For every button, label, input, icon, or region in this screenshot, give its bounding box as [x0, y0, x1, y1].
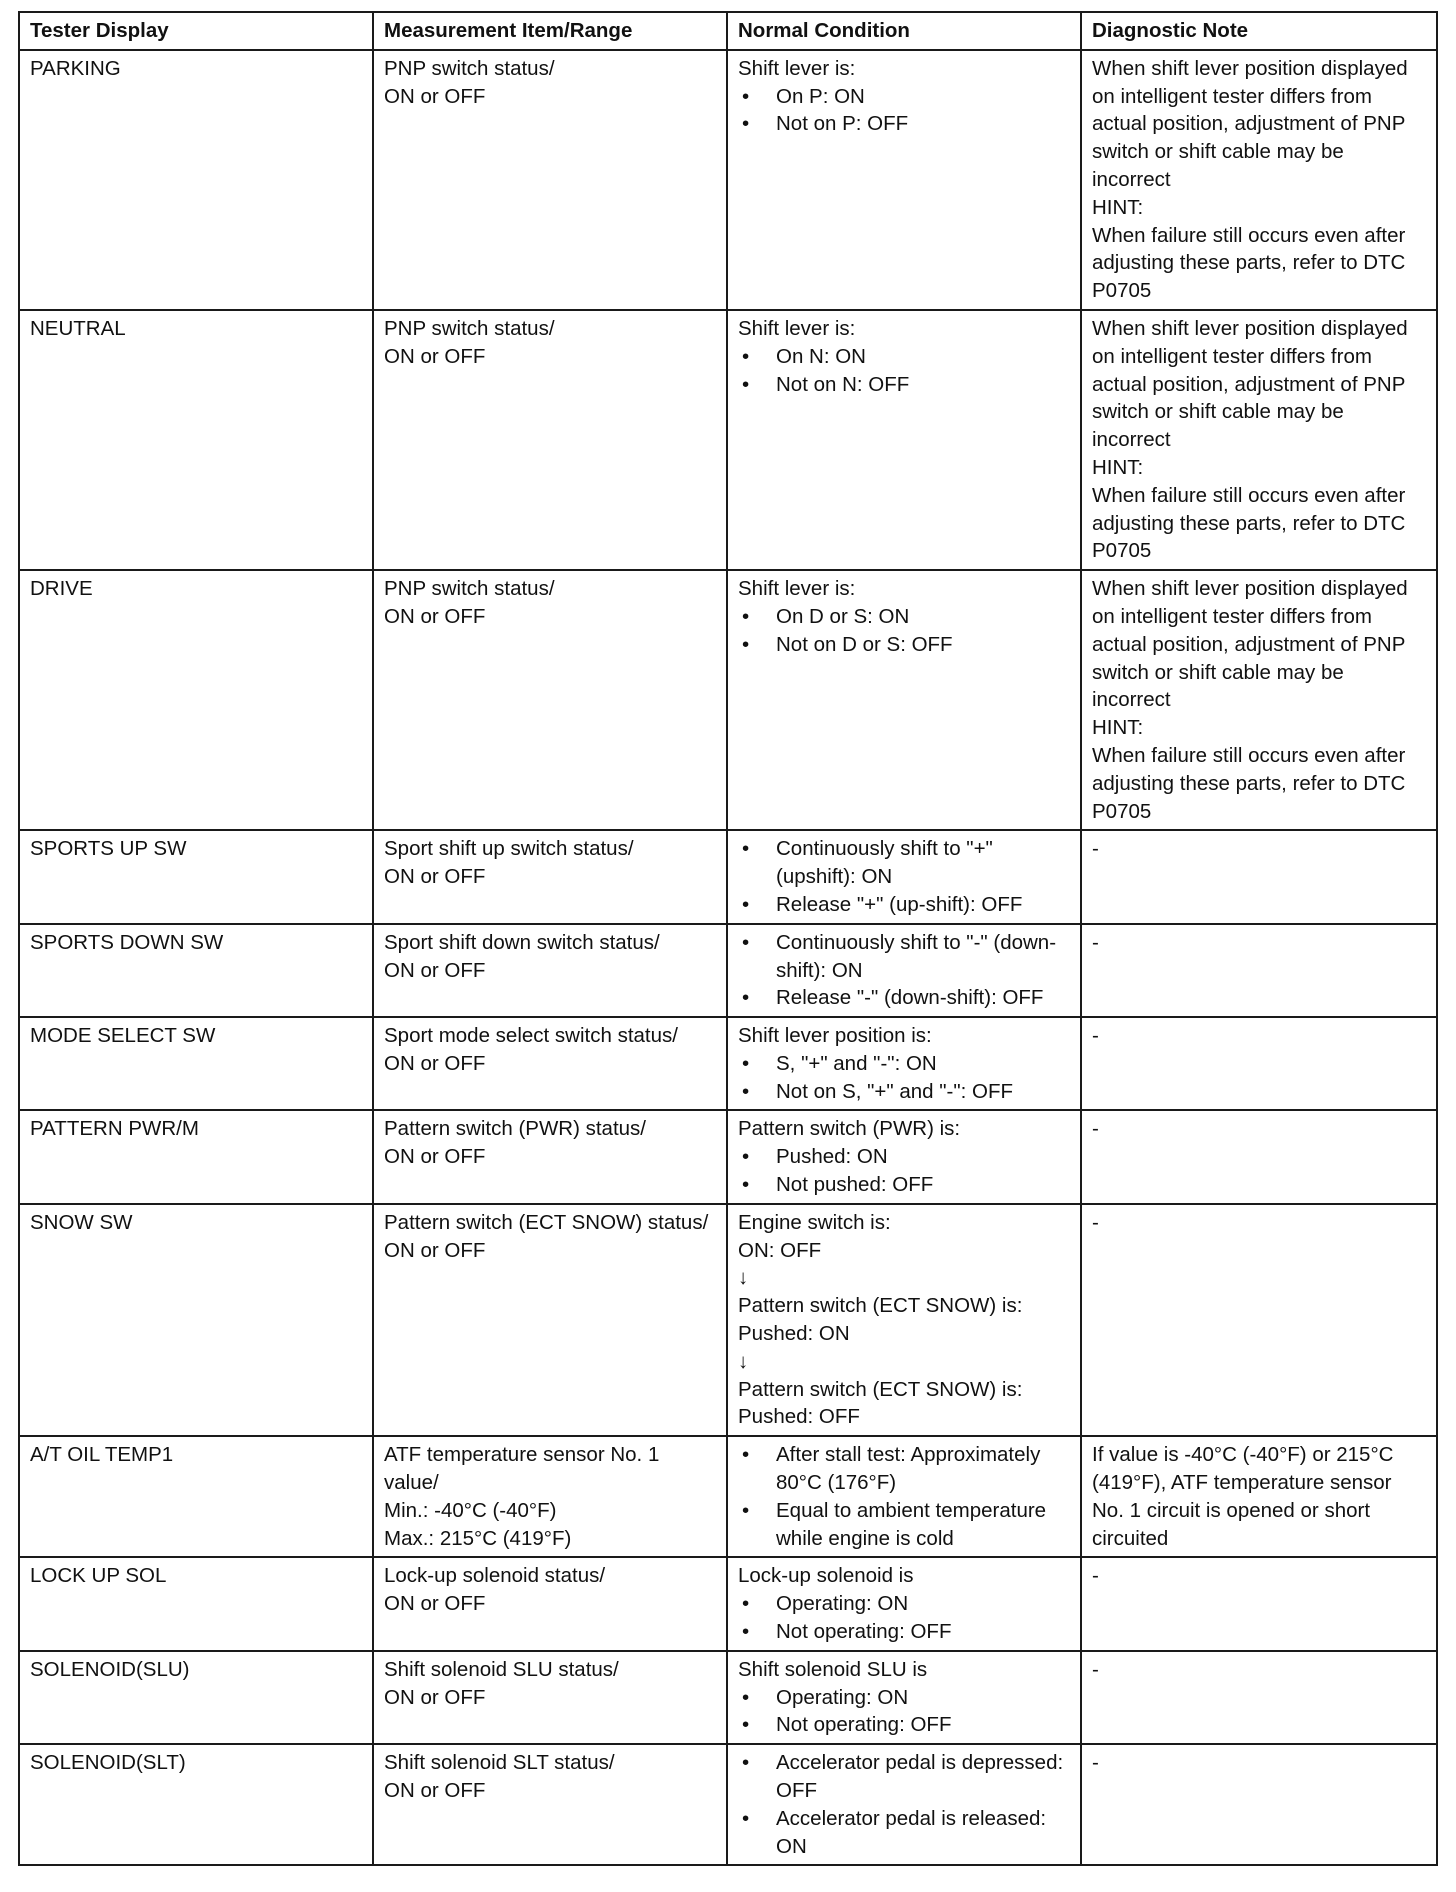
tester-display-cell [19, 570, 373, 830]
measurement-line: Shift solenoid SLT status/ [384, 1751, 615, 1775]
tester-display-text: LOCK UP SOL [30, 1564, 167, 1588]
measurement-line: ON or OFF [384, 1145, 486, 1169]
condition-bullet-item: • On N: ON [738, 343, 1070, 371]
measurement-line: ON or OFF [384, 1779, 486, 1803]
normal-condition-cell [727, 830, 1081, 923]
condition-line: ↓ [738, 1266, 749, 1290]
table-row [19, 830, 1437, 923]
diagnostic-note-cell [1081, 1651, 1437, 1744]
header-diagnostic-note: Diagnostic Note [1081, 12, 1437, 50]
table-row [19, 1110, 1437, 1203]
diagnostic-note-line: When failure still occurs even after adjusting these parts, refer to DTC P0705 [1092, 743, 1406, 823]
condition-bullet-item: • Accelerator pedal is released: ON [738, 1805, 1070, 1861]
condition-bullet-item: • Not on D or S: OFF [738, 631, 1070, 659]
tester-display-text: SPORTS UP SW [30, 837, 187, 861]
data-list-table [18, 11, 1438, 1866]
tester-display-text: NEUTRAL [30, 316, 126, 340]
measurement-line: ON or OFF [384, 958, 486, 982]
diagnostic-note-line: HINT: [1092, 716, 1144, 740]
condition-line: ↓ [738, 1349, 749, 1373]
diagnostic-note-line: When shift lever position displayed on intelligent tester differs from actual position, adjustment of PNP switch or shift cable may be incorrect [1092, 577, 1408, 712]
header-row [19, 12, 1437, 50]
tester-display-cell [19, 1017, 373, 1110]
tester-display-cell [19, 1110, 373, 1203]
diagnostic-note-line: HINT: [1092, 455, 1144, 479]
measurement-cell [373, 1017, 727, 1110]
condition-line: Pattern switch (ECT SNOW) is: [738, 1377, 1023, 1401]
diagnostic-note-line: - [1092, 837, 1099, 861]
table-row [19, 1017, 1437, 1110]
diagnostic-note-line: - [1092, 1024, 1099, 1048]
normal-condition-cell [727, 1204, 1081, 1436]
tester-display-cell [19, 1436, 373, 1557]
measurement-line: ON or OFF [384, 344, 486, 368]
condition-bullet-item: • Continuously shift to "+" (upshift): ON [738, 835, 1070, 891]
header-measurement-item: Measurement Item/Range [373, 12, 727, 50]
condition-bullet-item: • Not operating: OFF [738, 1618, 1070, 1646]
header-normal-condition: Normal Condition [727, 12, 1081, 50]
measurement-line: ON or OFF [384, 1238, 486, 1262]
measurement-line: Sport shift down switch status/ [384, 930, 660, 954]
diagnostic-note-cell [1081, 570, 1437, 830]
tester-display-cell [19, 1204, 373, 1436]
measurement-cell [373, 1557, 727, 1650]
measurement-line: ON or OFF [384, 865, 486, 889]
normal-condition-cell [727, 50, 1081, 310]
tester-display-text: SNOW SW [30, 1210, 133, 1234]
condition-line: Shift solenoid SLU is [738, 1657, 928, 1681]
measurement-line: Sport mode select switch status/ [384, 1024, 678, 1048]
tester-display-cell [19, 50, 373, 310]
condition-bullet-item: • Release "+" (up-shift): OFF [738, 891, 1070, 919]
normal-condition-cell [727, 1017, 1081, 1110]
table-body [19, 50, 1437, 1866]
tester-display-cell [19, 924, 373, 1017]
tester-display-text: PATTERN PWR/M [30, 1117, 199, 1141]
condition-bullet-item: • Pushed: ON [738, 1143, 1070, 1171]
measurement-cell [373, 50, 727, 310]
condition-bullet-item: • Operating: ON [738, 1590, 1070, 1618]
condition-line: Lock-up solenoid is [738, 1564, 914, 1588]
condition-line: Pattern switch (ECT SNOW) is: [738, 1294, 1023, 1318]
condition-bullet-item: • On D or S: ON [738, 603, 1070, 631]
table-row [19, 1436, 1437, 1557]
tester-display-cell [19, 830, 373, 923]
diagnostic-note-line: If value is -40°C (-40°F) or 215°C (419°F), ATF temperature sensor No. 1 circuit is opened or short circuited [1092, 1443, 1394, 1550]
diagnostic-note-cell [1081, 830, 1437, 923]
tester-display-text: SPORTS DOWN SW [30, 930, 224, 954]
tester-display-text: PARKING [30, 56, 121, 80]
measurement-line: Min.: -40°C (-40°F) [384, 1498, 557, 1522]
measurement-line: ON or OFF [384, 84, 486, 108]
condition-line: Shift lever is: [738, 56, 856, 80]
diagnostic-note-line: HINT: [1092, 195, 1144, 219]
diagnostic-note-line: - [1092, 1117, 1099, 1141]
table-row [19, 570, 1437, 830]
measurement-cell [373, 1204, 727, 1436]
measurement-line: ATF temperature sensor No. 1 value/ [384, 1443, 660, 1495]
condition-bullet-item: • Not on P: OFF [738, 110, 1070, 138]
diagnostic-note-cell [1081, 1110, 1437, 1203]
measurement-line: Lock-up solenoid status/ [384, 1564, 606, 1588]
condition-line: Pattern switch (PWR) is: [738, 1117, 961, 1141]
condition-line: Shift lever is: [738, 577, 856, 601]
tester-display-cell [19, 1557, 373, 1650]
measurement-cell [373, 1744, 727, 1865]
table-row [19, 310, 1437, 570]
normal-condition-cell [727, 1436, 1081, 1557]
condition-line: Shift lever position is: [738, 1024, 932, 1048]
diagnostic-note-line: - [1092, 1564, 1099, 1588]
measurement-line: ON or OFF [384, 1051, 486, 1075]
normal-condition-cell [727, 1651, 1081, 1744]
condition-bullet-item: • Equal to ambient temperature while engine is cold [738, 1497, 1070, 1553]
diagnostic-note-cell [1081, 1744, 1437, 1865]
normal-condition-cell [727, 1557, 1081, 1650]
measurement-cell [373, 1436, 727, 1557]
measurement-cell [373, 830, 727, 923]
measurement-cell [373, 1651, 727, 1744]
measurement-line: Pattern switch (ECT SNOW) status/ [384, 1210, 709, 1234]
measurement-line: Pattern switch (PWR) status/ [384, 1117, 647, 1141]
tester-display-cell [19, 1744, 373, 1865]
diagnostic-note-line: When shift lever position displayed on intelligent tester differs from actual position, adjustment of PNP switch or shift cable may be incorrect [1092, 56, 1408, 191]
measurement-line: Sport shift up switch status/ [384, 837, 634, 861]
condition-line: ON: OFF [738, 1238, 822, 1262]
diagnostic-note-cell [1081, 1017, 1437, 1110]
condition-bullet-item: • Continuously shift to "-" (down-shift): ON [738, 929, 1070, 985]
tester-display-text: SOLENOID(SLT) [30, 1751, 186, 1775]
condition-bullet-item: • Accelerator pedal is depressed: OFF [738, 1749, 1070, 1805]
table-row [19, 924, 1437, 1017]
tester-display-text: SOLENOID(SLU) [30, 1657, 190, 1681]
diagnostic-note-line: - [1092, 930, 1099, 954]
measurement-line: ON or OFF [384, 604, 486, 628]
diagnostic-note-line: When failure still occurs even after adjusting these parts, refer to DTC P0705 [1092, 483, 1406, 563]
diagnostic-note-cell [1081, 924, 1437, 1017]
table-row [19, 1651, 1437, 1744]
condition-line: Shift lever is: [738, 316, 856, 340]
tester-display-text: DRIVE [30, 577, 93, 601]
measurement-line: Max.: 215°C (419°F) [384, 1526, 572, 1550]
diagnostic-note-cell [1081, 1557, 1437, 1650]
condition-bullet-item: • On P: ON [738, 83, 1070, 111]
normal-condition-cell [727, 1110, 1081, 1203]
table-row [19, 1204, 1437, 1436]
normal-condition-cell [727, 310, 1081, 570]
table-row [19, 1557, 1437, 1650]
diagnostic-note-cell [1081, 310, 1437, 570]
condition-bullet-item: • Not on N: OFF [738, 371, 1070, 399]
diagnostic-note-line: When shift lever position displayed on intelligent tester differs from actual position, adjustment of PNP switch or shift cable may be incorrect [1092, 316, 1408, 452]
normal-condition-cell [727, 1744, 1081, 1865]
measurement-line: PNP switch status/ [384, 577, 555, 601]
condition-bullet-item: • S, "+" and "-": ON [738, 1050, 1070, 1078]
condition-bullet-item: • Not operating: OFF [738, 1711, 1070, 1739]
header-tester-display: Tester Display [19, 12, 373, 50]
diagnostic-note-cell [1081, 50, 1437, 310]
condition-bullet-item: • Operating: ON [738, 1684, 1070, 1712]
measurement-line: ON or OFF [384, 1592, 486, 1616]
measurement-cell [373, 1110, 727, 1203]
normal-condition-cell [727, 924, 1081, 1017]
condition-bullet-item: • Release "-" (down-shift): OFF [738, 984, 1070, 1012]
condition-bullet-item: • After stall test: Approximately 80°C (176°F) [738, 1441, 1070, 1497]
diagnostic-note-line: When failure still occurs even after adjusting these parts, refer to DTC P0705 [1092, 223, 1406, 303]
measurement-cell [373, 924, 727, 1017]
tester-display-cell [19, 1651, 373, 1744]
condition-bullet-item: • Not on S, "+" and "-": OFF [738, 1078, 1070, 1106]
diagnostic-note-cell [1081, 1436, 1437, 1557]
condition-line: Pushed: ON [738, 1322, 850, 1346]
measurement-line: PNP switch status/ [384, 56, 555, 80]
measurement-line: PNP switch status/ [384, 316, 555, 340]
condition-bullet-item: • Not pushed: OFF [738, 1171, 1070, 1199]
measurement-line: Shift solenoid SLU status/ [384, 1657, 619, 1681]
measurement-cell [373, 310, 727, 570]
diagnostic-note-cell [1081, 1204, 1437, 1436]
table-row [19, 1744, 1437, 1865]
measurement-line: ON or OFF [384, 1685, 486, 1709]
measurement-cell [373, 570, 727, 830]
condition-line: Pushed: OFF [738, 1405, 860, 1429]
tester-display-text: MODE SELECT SW [30, 1024, 216, 1048]
tester-display-cell [19, 310, 373, 570]
tester-display-text: A/T OIL TEMP1 [30, 1443, 174, 1467]
table-row [19, 50, 1437, 310]
condition-line: Engine switch is: [738, 1210, 891, 1234]
normal-condition-cell [727, 570, 1081, 830]
diagnostic-note-line: - [1092, 1657, 1099, 1681]
diagnostic-note-line: - [1092, 1751, 1099, 1775]
table-header [19, 12, 1437, 50]
diagnostic-note-line: - [1092, 1210, 1099, 1234]
